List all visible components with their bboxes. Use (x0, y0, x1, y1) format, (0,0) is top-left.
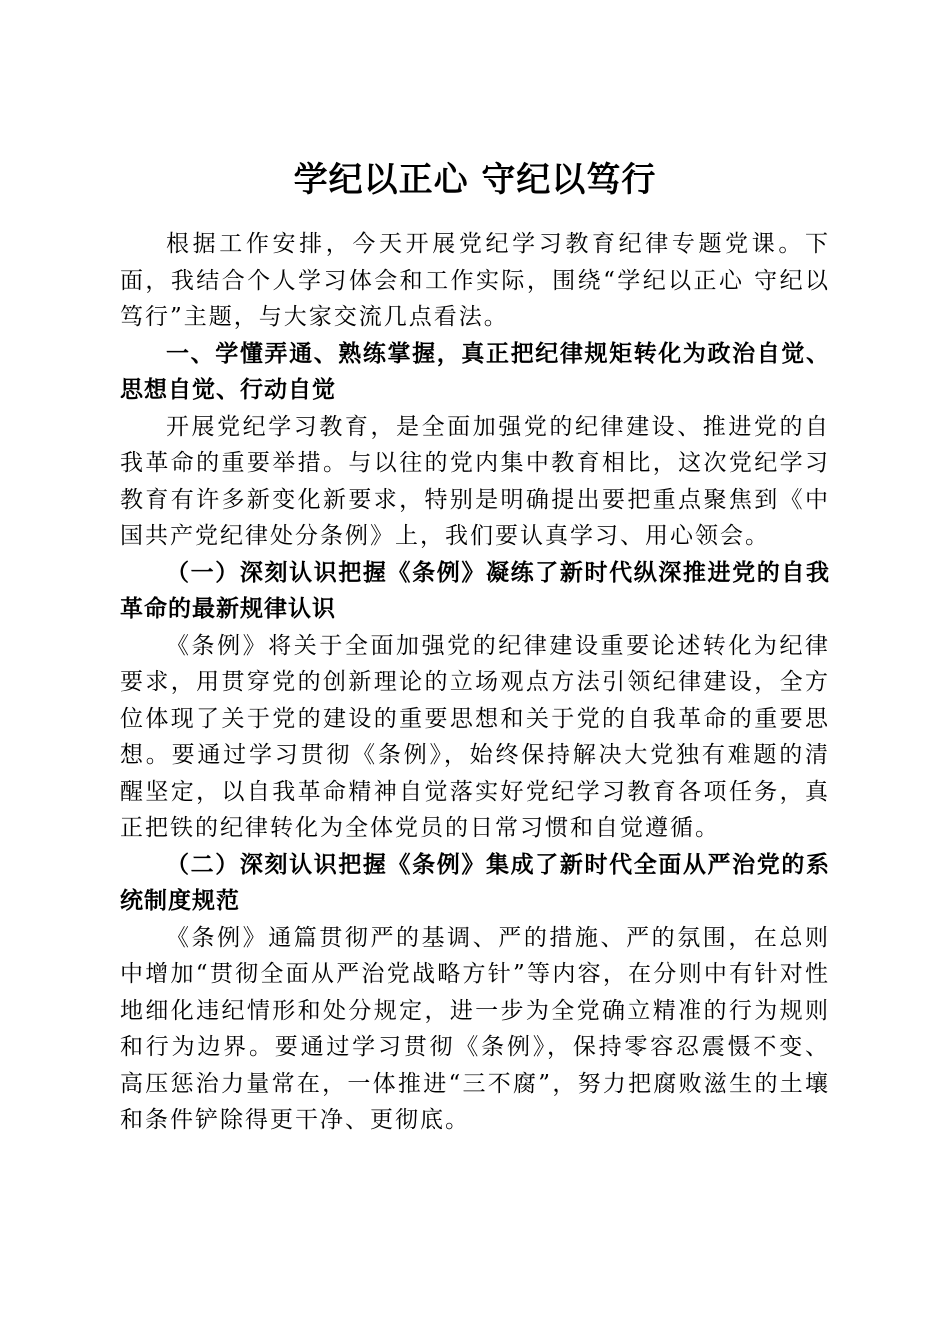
document-title: 学纪以正心 守纪以笃行 (293, 160, 657, 200)
document-body (120, 226, 830, 1139)
section-heading-1: 一、学懂弄通、熟练掌握，真正把纪律规矩转化为政治自觉、思想自觉、行动自觉 (120, 340, 830, 403)
body-paragraph: 《条例》将关于全面加强党的纪律建设重要论述转化为纪律要求，用贯穿党的创新理论的立场观点方法引领纪律建设，全方位体现了关于党的建设的重要思想和关于党的自我革命的重要思想。要通过学习贯彻《条例》，始终保持解决大党独有难题的清醒坚定，以自我革命精神自觉落实好党纪学习教育各项任务，真正把铁的纪律转化为全体党员的日常习惯和自觉遵循。 (120, 632, 830, 841)
subsection-heading-1: （一）深刻认识把握《条例》凝练了新时代纵深推进党的自我革命的最新规律认识 (120, 559, 830, 622)
subsection-heading-2: （二）深刻认识把握《条例》集成了新时代全面从严治党的系统制度规范 (120, 851, 830, 914)
body-paragraph: 开展党纪学习教育，是全面加强党的纪律建设、推进党的自我革命的重要举措。与以往的党内集中教育相比，这次党纪学习教育有许多新变化新要求，特别是明确提出要把重点聚焦到《中国共产党纪律处分条例》上，我们要认真学习、用心领会。 (120, 413, 830, 549)
body-paragraph: 《条例》通篇贯彻严的基调、严的措施、严的氛围，在总则中增加“贯彻全面从严治党战略方针”等内容，在分则中有针对性地细化违纪情形和处分规定，进一步为全党确立精准的行为规则和行为边界。要通过学习贯彻《条例》，保持零容忍震慑不变、高压惩治力量常在，一体推进“三不腐”，努力把腐败滋生的土壤和条件铲除得更干净、更彻底。 (120, 924, 830, 1133)
intro-paragraph: 根据工作安排，今天开展党纪学习教育纪律专题党课。下面，我结合个人学习体会和工作实际，围绕“学纪以正心 守纪以笃行”主题，与大家交流几点看法。 (120, 231, 830, 330)
